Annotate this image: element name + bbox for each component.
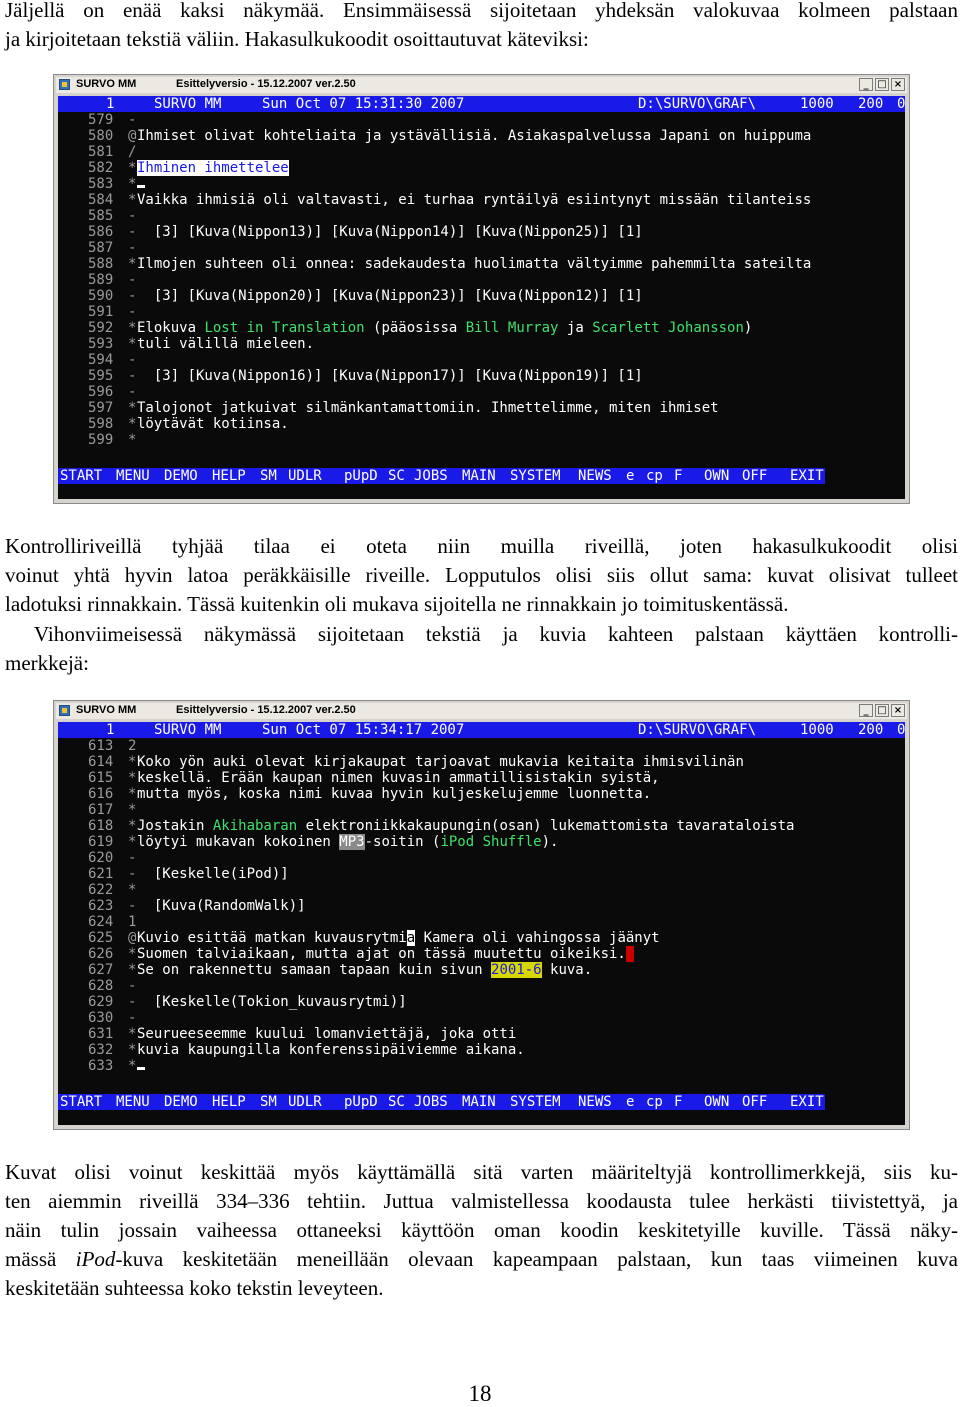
header-line: 1 — [106, 722, 115, 738]
body-paragraph — [5, 1158, 958, 1303]
minimize-icon[interactable]: _ — [859, 704, 873, 717]
text-line: mässä iPod-kuva keskitetään meneillään olevaan kapeampaan palstaan, kun taas viimeinen kuva — [5, 1247, 958, 1271]
control-char: * — [128, 946, 137, 962]
editor-line — [58, 144, 905, 160]
line-number: 631 — [88, 1026, 114, 1042]
text-segment: [3] [Kuva(Nippon16)] [Kuva(Nippon17)] [Kuva(Nippon19)] [1] — [137, 368, 643, 384]
editor-line — [58, 112, 905, 128]
menu-item-demo[interactable]: DEMO — [164, 1094, 198, 1110]
maximize-icon[interactable]: □ — [875, 704, 889, 717]
header-line: 1 — [106, 96, 115, 112]
line-text — [137, 192, 811, 208]
editor-line — [58, 224, 905, 240]
header-n3: 0 — [897, 722, 905, 738]
menu-item-exit[interactable]: EXIT — [790, 468, 824, 484]
control-char: - — [128, 304, 137, 320]
app-icon — [59, 705, 70, 716]
control-char: - — [128, 240, 137, 256]
menu-item-udlr[interactable]: UDLR — [288, 468, 322, 484]
line-text — [137, 176, 145, 192]
menu-item-udlr[interactable]: UDLR — [288, 1094, 322, 1110]
control-char: * — [128, 176, 137, 192]
close-icon[interactable]: × — [891, 78, 905, 91]
menu-item-jobs[interactable]: JOBS — [414, 1094, 448, 1110]
line-number: 627 — [88, 962, 114, 978]
line-number: 618 — [88, 818, 114, 834]
line-number: 633 — [88, 1058, 114, 1074]
text-line: ten aiemmin riveillä 334–336 tehtiin. Juttua valmistellessa koodausta tulee herkästi tiivistettyä, ja — [5, 1189, 958, 1213]
text-segment: kuvia kaupungilla konferenssipäiviemme aikana. — [137, 1042, 525, 1058]
line-number: 591 — [88, 304, 114, 320]
text-segment: Elokuva — [137, 320, 205, 336]
text-segment: ) — [743, 320, 753, 336]
text-segment: Kamera oli vahingossa jäänyt — [415, 930, 660, 946]
menu-item-e[interactable]: e — [626, 1094, 635, 1110]
line-text — [137, 946, 634, 962]
survo-window-1 — [53, 74, 910, 504]
line-text — [137, 994, 407, 1010]
menu-item-news[interactable]: NEWS — [578, 1094, 612, 1110]
line-number: 580 — [88, 128, 114, 144]
status-header — [58, 722, 905, 738]
text-segment: Kuvio esittää matkan kuvausrytmi — [137, 930, 407, 946]
text-segment: keskellä. Erään kaupan nimen kuvasin ammatillisistakin syistä, — [137, 770, 660, 786]
editor-screen[interactable] — [58, 722, 905, 1125]
text-line: näin tulin jossain vaiheessa ottaneeksi käyttöön oman koodin keskitetyille kuville. Tässä näky- — [5, 1218, 958, 1242]
line-text — [137, 930, 660, 946]
text-segment: löytyi mukavan kokoinen — [137, 834, 340, 850]
text-segment: a — [406, 930, 416, 946]
line-text — [137, 770, 660, 786]
text-line: merkkejä: — [5, 651, 89, 675]
text-segment: tuli välillä mieleen. — [137, 336, 315, 352]
line-number: 579 — [88, 112, 114, 128]
menu-bar — [58, 468, 825, 484]
editor-line — [58, 946, 905, 962]
text-segment: Vaikka ihmisiä oli valtavasti, ei turhaa ryntäilyä esiintynyt missään tilanteiss — [137, 192, 812, 208]
control-char: * — [128, 160, 137, 176]
line-number: 623 — [88, 898, 114, 914]
line-number: 617 — [88, 802, 114, 818]
menu-item-news[interactable]: NEWS — [578, 468, 612, 484]
text-segment: -soitin ( — [364, 834, 441, 850]
close-icon[interactable]: × — [891, 704, 905, 717]
menu-item-cp[interactable]: cp — [646, 468, 663, 484]
editor-line — [58, 352, 905, 368]
editor-line — [58, 336, 905, 352]
maximize-icon[interactable]: □ — [875, 78, 889, 91]
text-line: Kontrolliriveillä tyhjää tilaa ei oteta niin muilla riveillä, joten hakasulkukoodit olisi — [5, 534, 958, 558]
text-segment: 2001-6 — [491, 962, 542, 978]
control-char: - — [128, 1010, 137, 1026]
control-char: 1 — [128, 914, 137, 930]
control-char: * — [128, 256, 137, 272]
text-segment: Ilmojen suhteen oli onnea: sadekaudesta huolimatta vältyimme pahemmilta sateilta — [137, 256, 812, 272]
line-number: 596 — [88, 384, 114, 400]
text-segment: Koko yön auki olevat kirjakaupat tarjoavat mukavia keitaita ihmisvilinän — [137, 754, 744, 770]
line-number: 589 — [88, 272, 114, 288]
control-char: * — [128, 336, 137, 352]
line-number: 583 — [88, 176, 114, 192]
line-text — [137, 128, 811, 144]
title-bar — [56, 703, 907, 719]
header-n1: 1000 — [800, 96, 834, 112]
text-segment: Lost in Translation — [204, 320, 365, 336]
line-text — [137, 368, 643, 384]
control-char: * — [128, 786, 137, 802]
control-char: * — [128, 320, 137, 336]
text-segment: Jostakin — [137, 818, 213, 834]
app-title: SURVO MM — [76, 704, 137, 716]
editor-line — [58, 850, 905, 866]
menu-item-help[interactable]: HELP — [212, 1094, 246, 1110]
header-n1: 1000 — [800, 722, 834, 738]
editor-line — [58, 400, 905, 416]
text-segment: Akihabaran — [212, 818, 298, 834]
control-char: - — [128, 994, 137, 1010]
status-header — [58, 96, 905, 112]
editor-line — [58, 738, 905, 754]
control-char: - — [128, 850, 137, 866]
line-number: 599 — [88, 432, 114, 448]
text-segment: Ihmiset olivat kohteliaita ja ystävällisiä. Asiakaspalvelussa Japani on huippuma — [137, 128, 812, 144]
text-segment: Talojonot jatkuivat silmänkantamattomiin. Ihmettelimme, miten ihmiset — [137, 400, 719, 416]
editor-line — [58, 1042, 905, 1058]
text-line: Vihonviimeisessä näkymässä sijoitetaan tekstiä ja kuvia kahteen palstaan käyttäen kontrolli- — [34, 622, 958, 646]
control-char: @ — [128, 128, 137, 144]
header-path: D:\SURVO\GRAF\ — [638, 722, 757, 738]
control-char: - — [128, 288, 137, 304]
header-n3: 0 — [897, 96, 905, 112]
line-number: 628 — [88, 978, 114, 994]
text-segment: [Keskelle(iPod)] — [137, 866, 289, 882]
line-text — [137, 400, 719, 416]
control-char: * — [128, 1058, 137, 1074]
line-text — [137, 786, 651, 802]
line-number: 619 — [88, 834, 114, 850]
text-segment: [Keskelle(Tokion_kuvausrytmi)] — [137, 994, 407, 1010]
line-text — [137, 818, 794, 834]
editor-line — [58, 320, 905, 336]
editor-screen[interactable] — [58, 96, 905, 499]
control-char: * — [128, 802, 137, 818]
page-number: 18 — [468, 1381, 492, 1406]
text-segment: Suomen talviaikaan, mutta ajat on tässä muutettu oikeiksi. — [137, 946, 626, 962]
line-number: 594 — [88, 352, 114, 368]
editor-line — [58, 786, 905, 802]
menu-item-help[interactable]: HELP — [212, 468, 246, 484]
text-segment: Bill Murray — [465, 320, 559, 336]
text-segment: [3] [Kuva(Nippon20)] [Kuva(Nippon23)] [Kuva(Nippon12)] [1] — [137, 288, 643, 304]
control-char: * — [128, 882, 137, 898]
text-line: ladotuksi rinnakkain. Tässä kuitenkin oli mukava sijoitella ne rinnakkain jo toimituskentässä. — [5, 592, 789, 616]
editor-line — [58, 272, 905, 288]
menu-item-own[interactable]: OWN — [704, 468, 730, 484]
control-char: - — [128, 272, 137, 288]
line-text — [137, 898, 306, 914]
line-number: 622 — [88, 882, 114, 898]
editor-line — [58, 994, 905, 1010]
control-char: - — [128, 208, 137, 224]
line-text — [137, 754, 744, 770]
line-number: 613 — [88, 738, 114, 754]
line-number: 598 — [88, 416, 114, 432]
editor-line — [58, 1058, 905, 1074]
editor-line — [58, 834, 905, 850]
line-text — [137, 336, 314, 352]
line-number: 582 — [88, 160, 114, 176]
editor-line — [58, 208, 905, 224]
menu-item-demo[interactable]: DEMO — [164, 468, 198, 484]
header-n2: 200 — [858, 96, 884, 112]
text-segment: ja — [558, 320, 593, 336]
control-char: - — [128, 224, 137, 240]
line-number: 588 — [88, 256, 114, 272]
line-text — [137, 320, 752, 336]
menu-item-off[interactable]: OFF — [742, 468, 768, 484]
editor-line — [58, 1010, 905, 1026]
line-number: 615 — [88, 770, 114, 786]
line-number: 624 — [88, 914, 114, 930]
header-time: Sun Oct 07 15:34:17 2007 — [262, 722, 465, 738]
line-number: 630 — [88, 1010, 114, 1026]
text-segment: (pääosissa — [364, 320, 466, 336]
text-segment: MP3 — [339, 834, 365, 850]
editor-line — [58, 256, 905, 272]
line-text — [137, 256, 811, 272]
line-number: 586 — [88, 224, 114, 240]
control-char: - — [128, 352, 137, 368]
menu-item-pupd[interactable]: pUpD — [344, 468, 378, 484]
control-char: @ — [128, 930, 137, 946]
menu-item-menu[interactable]: MENU — [116, 468, 150, 484]
control-char: 2 — [128, 738, 137, 754]
editor-line — [58, 770, 905, 786]
text-segment: elektroniikkakaupungin(osan) lukemattomista tavarataloista — [297, 818, 795, 834]
line-text — [137, 416, 289, 432]
menu-bar — [58, 1094, 825, 1110]
editor-line — [58, 914, 905, 930]
menu-item-sm[interactable]: SM — [260, 1094, 277, 1110]
control-char: * — [128, 1042, 137, 1058]
line-number: 581 — [88, 144, 114, 160]
survo-window-2 — [53, 700, 910, 1130]
text-segment: Ihminen ihmettelee — [137, 160, 289, 176]
control-char: - — [128, 384, 137, 400]
title-bar — [56, 77, 907, 93]
text-segment: [3] [Kuva(Nippon13)] [Kuva(Nippon14)] [Kuva(Nippon25)] [1] — [137, 224, 643, 240]
red-marker — [626, 946, 634, 962]
editor-line — [58, 1026, 905, 1042]
text-cursor — [137, 185, 145, 188]
menu-item-e[interactable]: e — [626, 468, 635, 484]
menu-item-sc[interactable]: SC — [388, 468, 405, 484]
line-number: 620 — [88, 850, 114, 866]
editor-line — [58, 368, 905, 384]
editor-line — [58, 240, 905, 256]
text-segment: kuva. — [541, 962, 593, 978]
text-line: Jäljellä on enää kaksi näkymää. Ensimmäisessä sijoitetaan yhdeksän valokuvaa kolmeen palstaan — [5, 0, 958, 22]
control-char: * — [128, 754, 137, 770]
editor-line — [58, 432, 905, 448]
control-char: * — [128, 192, 137, 208]
editor-line — [58, 866, 905, 882]
menu-item-own[interactable]: OWN — [704, 1094, 730, 1110]
line-text — [137, 962, 592, 978]
control-char: / — [128, 144, 137, 160]
menu-item-f[interactable]: F — [674, 468, 683, 484]
control-char: - — [128, 898, 137, 914]
control-char: - — [128, 368, 137, 384]
intro-paragraph — [5, 0, 958, 54]
text-segment: [Kuva(RandomWalk)] — [137, 898, 306, 914]
line-number: 585 — [88, 208, 114, 224]
line-number: 593 — [88, 336, 114, 352]
text-segment: Se on rakennettu samaan tapaan kuin sivun — [137, 962, 492, 978]
control-char: * — [128, 962, 137, 978]
header-name: SURVO MM — [154, 96, 222, 112]
line-text — [137, 834, 558, 850]
menu-item-main[interactable]: MAIN — [462, 1094, 496, 1110]
text-segment: Scarlett Johansson — [592, 320, 744, 336]
editor-line — [58, 754, 905, 770]
menu-item-main[interactable]: MAIN — [462, 468, 496, 484]
app-title: SURVO MM — [76, 78, 137, 90]
text-line: keskitetään suhteessa koko tekstin leveyteen. — [5, 1276, 384, 1300]
text-segment: mutta myös, koska nimi kuvaa hyvin kuljeskelujemme luonnetta. — [137, 786, 652, 802]
editor-line — [58, 176, 905, 192]
line-number: 632 — [88, 1042, 114, 1058]
menu-item-cp[interactable]: cp — [646, 1094, 663, 1110]
text-line: Kuvat olisi voinut keskittää myös käyttämällä sitä varten määriteltyjä kontrollimerkkejä, siis ku- — [5, 1160, 958, 1184]
line-text — [137, 1042, 525, 1058]
menu-item-start[interactable]: START — [60, 468, 103, 484]
menu-item-system[interactable]: SYSTEM — [510, 468, 561, 484]
minimize-icon[interactable]: _ — [859, 78, 873, 91]
editor-line — [58, 882, 905, 898]
menu-item-pupd[interactable]: pUpD — [344, 1094, 378, 1110]
app-version: Esittelyversio - 15.12.2007 ver.2.50 — [176, 78, 356, 90]
text-line: voinut yhtä hyvin latoa peräkkäisille riveille. Lopputulos olisi siis ollut sama: kuvat olisivat tulleet — [5, 563, 958, 587]
menu-item-start[interactable]: START — [60, 1094, 103, 1110]
line-number: 590 — [88, 288, 114, 304]
control-char: * — [128, 818, 137, 834]
menu-item-menu[interactable]: MENU — [116, 1094, 150, 1110]
editor-line — [58, 978, 905, 994]
control-char: * — [128, 1026, 137, 1042]
header-name: SURVO MM — [154, 722, 222, 738]
line-number: 625 — [88, 930, 114, 946]
menu-item-system[interactable]: SYSTEM — [510, 1094, 561, 1110]
editor-line — [58, 160, 905, 176]
menu-item-sm[interactable]: SM — [260, 468, 277, 484]
editor-line — [58, 416, 905, 432]
text-segment: löytävät kotiinsa. — [137, 416, 289, 432]
menu-item-jobs[interactable]: JOBS — [414, 468, 448, 484]
editor-line — [58, 930, 905, 946]
text-segment: ). — [541, 834, 559, 850]
menu-item-f[interactable]: F — [674, 1094, 683, 1110]
line-number: 621 — [88, 866, 114, 882]
line-number: 587 — [88, 240, 114, 256]
line-number: 629 — [88, 994, 114, 1010]
menu-item-off[interactable]: OFF — [742, 1094, 768, 1110]
line-text — [137, 160, 289, 176]
line-text — [137, 1026, 516, 1042]
control-char: - — [128, 866, 137, 882]
control-char: * — [128, 416, 137, 432]
line-number: 616 — [88, 786, 114, 802]
header-n2: 200 — [858, 722, 884, 738]
control-char: * — [128, 432, 137, 448]
line-number: 595 — [88, 368, 114, 384]
header-path: D:\SURVO\GRAF\ — [638, 96, 757, 112]
text-segment: iPod Shuffle — [440, 834, 542, 850]
control-char: * — [128, 400, 137, 416]
editor-line — [58, 818, 905, 834]
line-text — [137, 224, 643, 240]
header-time: Sun Oct 07 15:31:30 2007 — [262, 96, 465, 112]
editor-line — [58, 192, 905, 208]
body-paragraph — [5, 620, 958, 678]
control-char: - — [128, 112, 137, 128]
line-number: 592 — [88, 320, 114, 336]
control-char: * — [128, 770, 137, 786]
control-char: - — [128, 978, 137, 994]
editor-line — [58, 802, 905, 818]
line-number: 626 — [88, 946, 114, 962]
body-paragraph — [5, 532, 958, 619]
line-number: 614 — [88, 754, 114, 770]
editor-line — [58, 898, 905, 914]
menu-item-sc[interactable]: SC — [388, 1094, 405, 1110]
editor-line — [58, 962, 905, 978]
app-icon — [59, 79, 70, 90]
editor-line — [58, 304, 905, 320]
text-segment: Seurueeseemme kuului lomanviettäjä, joka otti — [137, 1026, 517, 1042]
text-line: ja kirjoitetaan tekstiä väliin. Hakasulkukoodit osoittautuvat käteviksi: — [5, 27, 589, 51]
menu-item-exit[interactable]: EXIT — [790, 1094, 824, 1110]
line-text — [137, 288, 643, 304]
app-version: Esittelyversio - 15.12.2007 ver.2.50 — [176, 704, 356, 716]
editor-line — [58, 288, 905, 304]
line-text — [137, 1058, 145, 1074]
text-cursor — [137, 1067, 145, 1070]
editor-line — [58, 384, 905, 400]
editor-line — [58, 128, 905, 144]
line-number: 597 — [88, 400, 114, 416]
line-text — [137, 866, 289, 882]
control-char: * — [128, 834, 137, 850]
line-number: 584 — [88, 192, 114, 208]
